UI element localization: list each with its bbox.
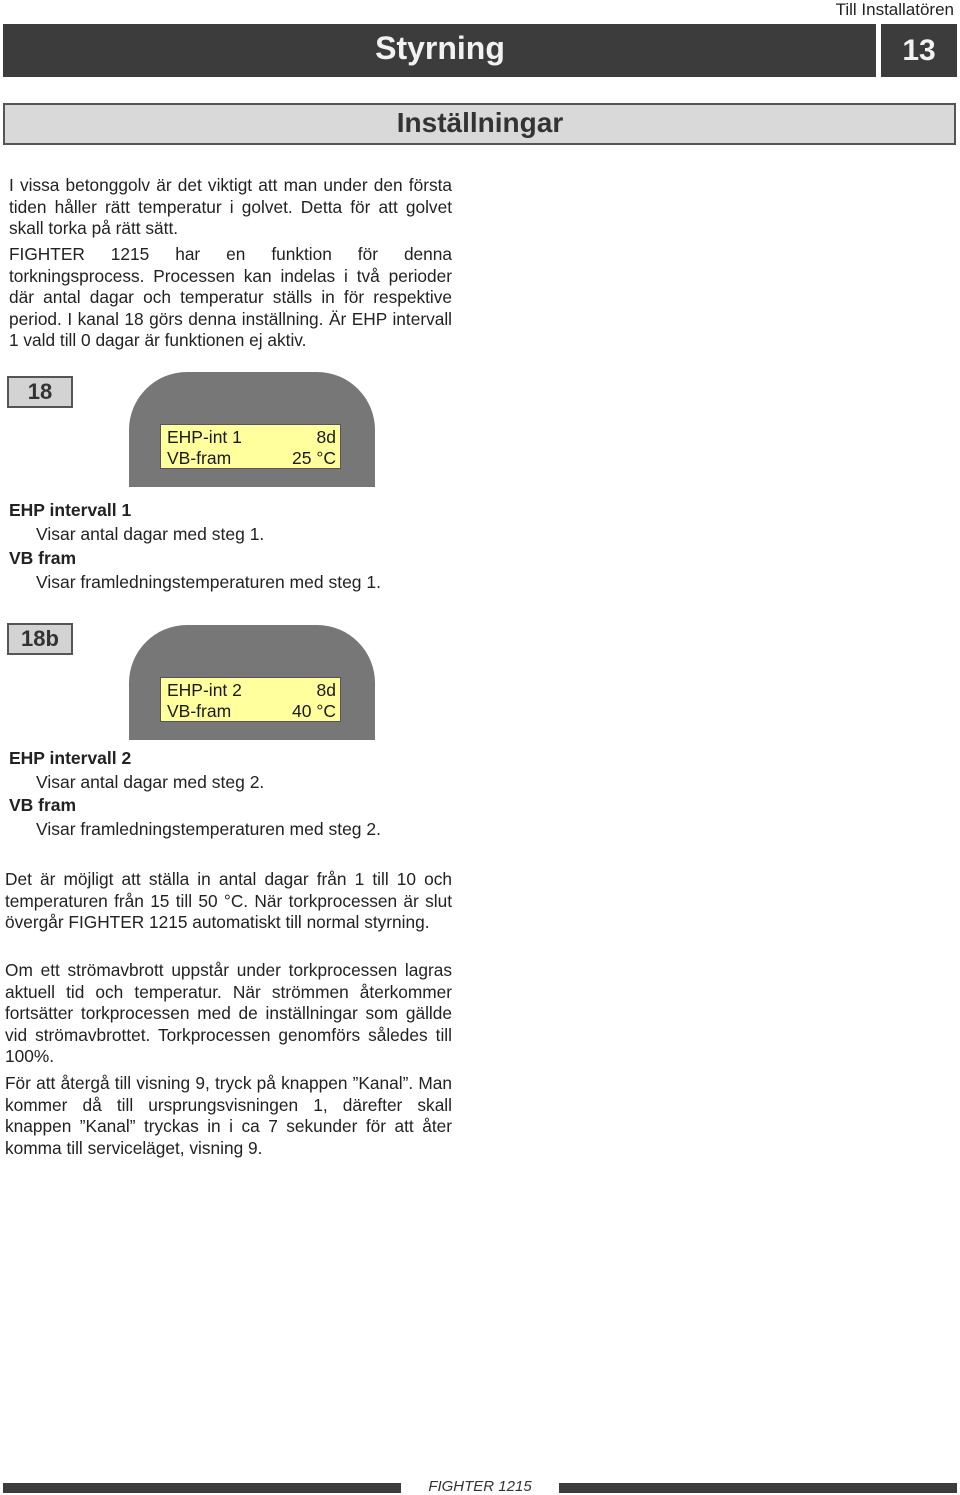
display-value: 8d: [316, 427, 336, 447]
setting-description: Visar framledningstemperaturen med steg 2.: [36, 819, 381, 839]
setting-description: Visar antal dagar med steg 2.: [36, 772, 265, 792]
setting-title: VB fram: [9, 548, 77, 568]
intro-paragraph-2: FIGHTER 1215 har en funktion för denna torkningsprocess. Processen kan indelas i två perioder där antal dagar och temperatur ställs in för respektive period. I kanal 18 görs denna inställning. Är EHP intervall 1 vald till 0 dagar är funktionen ej aktiv.: [9, 244, 452, 350]
footer-rule-left: [3, 1483, 401, 1493]
display-value: 40 °C: [292, 701, 336, 721]
setting-description: Visar framledningstemperaturen med steg 1.: [36, 572, 381, 592]
top-label: Till Installatören: [835, 0, 954, 19]
setting-description: Visar antal dagar med steg 1.: [36, 524, 265, 544]
footer-rule-right: [559, 1483, 957, 1493]
display-label: VB-fram: [167, 448, 232, 468]
page-number: 13: [881, 24, 957, 77]
setting-title: VB fram: [9, 795, 77, 815]
channel-tag: 18: [7, 376, 73, 408]
body-paragraph-1: Det är möjligt att ställa in antal dagar från 1 till 10 och temperaturen från 15 till 50 °C. När torkprocessen är slut övergår FIGHTER 1215 automatiskt till normal styrning.: [5, 869, 452, 932]
display-label: EHP-int 2: [167, 680, 242, 700]
lcd-display: [160, 677, 341, 722]
display-label: EHP-int 1: [167, 427, 242, 447]
body-paragraph-2: Om ett strömavbrott uppstår under torkprocessen lagras aktuell tid och temperatur. När strömmen återkommer fortsätter torkprocessen med de inställningar som gällde vid strömavbrottet. Torkprocessen genomförs således till 100%.: [5, 960, 452, 1066]
display-value: 8d: [316, 680, 336, 700]
lcd-display: [160, 424, 341, 469]
display-value: 25 °C: [292, 448, 336, 468]
body-paragraph-3: För att återgå till visning 9, tryck på knappen ”Kanal”. Man kommer då till ursprungsvisningen 1, därefter skall knappen ”Kanal” tryckas in i ca 7 sekunder för att åter komma till serviceläget, visning 9.: [5, 1073, 452, 1158]
channel-tag: 18b: [7, 623, 73, 655]
footer-product-name: FIGHTER 1215: [428, 1478, 532, 1495]
setting-title: EHP intervall 2: [9, 748, 132, 768]
section-title: Inställningar: [396, 107, 564, 138]
intro-paragraph-1: I vissa betonggolv är det viktigt att man under den första tiden håller rätt temperatur i golvet. Detta för att golvet skall torka på rätt sätt.: [9, 175, 452, 238]
display-label: VB-fram: [167, 701, 232, 721]
chapter-title: Styrning: [375, 30, 505, 66]
setting-title: EHP intervall 1: [9, 500, 132, 520]
